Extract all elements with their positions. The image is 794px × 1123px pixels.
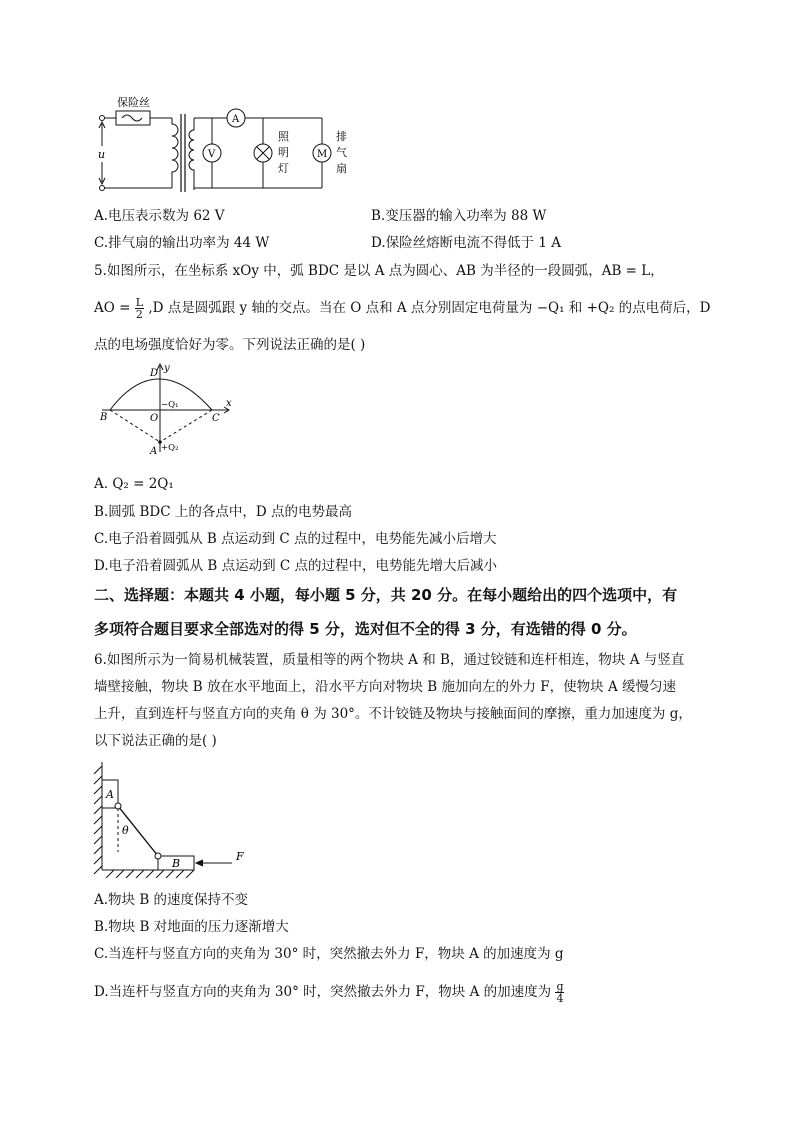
q5-stem-line1: 5.如图所示，在坐标系 xOy 中，弧 BDC 是以 A 点为圆心、AB 为半径的一段圆弧，AB = L，: [94, 263, 664, 279]
label-a: A: [150, 446, 158, 457]
motor-label: M: [317, 149, 328, 160]
q6-stem-line4: 以下说法正确的是( ): [94, 733, 217, 749]
q5-stem-line2: [94, 297, 711, 320]
label-x: x: [226, 398, 232, 409]
terminal-bottom: [100, 186, 105, 191]
hinge-a: [115, 803, 121, 809]
label-q2: +Q₂: [161, 443, 179, 453]
section2-heading-line2: 多项符合题目要求全部选对的得 5 分，选对但不全的得 3 分，有选错的得 0 分。: [94, 620, 637, 638]
voltmeter-label: V: [208, 149, 216, 160]
lamp-char-1: 照: [278, 130, 289, 143]
q5-fraction: [135, 297, 144, 320]
fan-char-2: 气: [336, 146, 347, 159]
q6-frac-num: g: [556, 980, 564, 993]
label-block-b: B: [172, 857, 181, 870]
q4-option-d: D.保险丝熔断电流不得低于 1 A: [371, 235, 562, 251]
label-o: O: [150, 413, 159, 424]
circuit-figure: [92, 96, 352, 200]
label-d: D: [150, 368, 159, 379]
fan-char-1: 排: [336, 130, 347, 143]
dashed-ca: [160, 410, 212, 442]
q5-ao-label: AO =: [94, 300, 131, 316]
q6-option-a: A.物块 B 的速度保持不变: [94, 892, 249, 908]
q6-option-d: [94, 981, 564, 1004]
label-c: C: [212, 413, 220, 424]
label-theta: θ: [122, 824, 129, 837]
q5-frac-den: 2: [135, 308, 143, 321]
q6-stem-line1: 6.如图所示为一简易机械装置，质量相等的两个物块 A 和 B，通过铰链和连杆相连，物块 A 与竖直: [94, 652, 685, 668]
lamp-char-2: 明: [278, 146, 289, 159]
secondary-coil: [189, 118, 194, 190]
q4-option-a: A.电压表示数为 62 V: [94, 208, 225, 224]
label-block-a: A: [106, 788, 114, 801]
primary-coil: [172, 118, 178, 188]
q6-option-d-fraction: [555, 981, 564, 1004]
hinge-b: [155, 853, 161, 859]
label-y: y: [164, 363, 170, 374]
q5-stem-line3: 点的电场强度恰好为零。下列说法正确的是( ): [94, 337, 366, 353]
label-q1: −Q₁: [161, 400, 179, 410]
q6-stem-line2: 墙壁接触，物块 B 放在水平地面上，沿水平方向对物块 B 施加向左的外力 F，使物块 A 缓慢匀速: [94, 679, 676, 695]
fuse-label: 保险丝: [117, 96, 150, 109]
q6-option-d-text: D.当连杆与竖直方向的夹角为 30° 时，突然撤去外力 F，物块 A 的加速度为: [94, 984, 552, 1000]
q5-option-a: A. Q₂ = 2Q₁: [94, 476, 174, 492]
fuse: [116, 111, 150, 125]
fan-char-3: 扇: [336, 162, 347, 175]
q5-option-b: B.圆弧 BDC 上的各点中，D 点的电势最高: [94, 504, 352, 520]
q6-option-b: B.物块 B 对地面的压力逐渐增大: [94, 919, 289, 935]
q6-stem-line3: 上升，直到连杆与竖直方向的夹角 θ 为 30°。不计铰链及物块与接触面间的摩擦，重力加速度为 g，: [94, 706, 692, 722]
label-force: F: [236, 850, 244, 863]
section2-heading-line1: 二、选择题：本题共 4 小题，每小题 5 分，共 20 分。在每小题给出的四个选项中，有: [94, 586, 678, 604]
q4-option-b: B.变压器的输入功率为 88 W: [371, 208, 547, 224]
lamp-char-3: 灯: [278, 162, 289, 175]
q4-option-c: C.排气扇的输出功率为 44 W: [94, 235, 270, 251]
q6-option-c: C.当连杆与竖直方向的夹角为 30° 时，突然撤去外力 F，物块 A 的加速度为 g: [94, 946, 564, 962]
label-b: B: [100, 412, 108, 423]
q6-figure: [92, 760, 252, 878]
q5-option-d: D.电子沿着圆弧从 B 点运动到 C 点的过程中，电势能先增大后减小: [94, 558, 498, 574]
voltage-label: u: [98, 148, 106, 161]
q5-frac-num: L: [135, 296, 144, 309]
q6-frac-den: 4: [556, 992, 564, 1005]
terminal-top: [100, 116, 105, 121]
q5-option-c: C.电子沿着圆弧从 B 点运动到 C 点的过程中，电势能先减小后增大: [94, 531, 497, 547]
q5-line2-rest: ,D 点是圆弧跟 y 轴的交点。当在 O 点和 A 点分别固定电荷量为 −Q₁ 和 +Q₂ 的点电荷后，D: [148, 300, 711, 316]
q5-figure: [94, 362, 244, 460]
ammeter-label: A: [232, 114, 240, 125]
